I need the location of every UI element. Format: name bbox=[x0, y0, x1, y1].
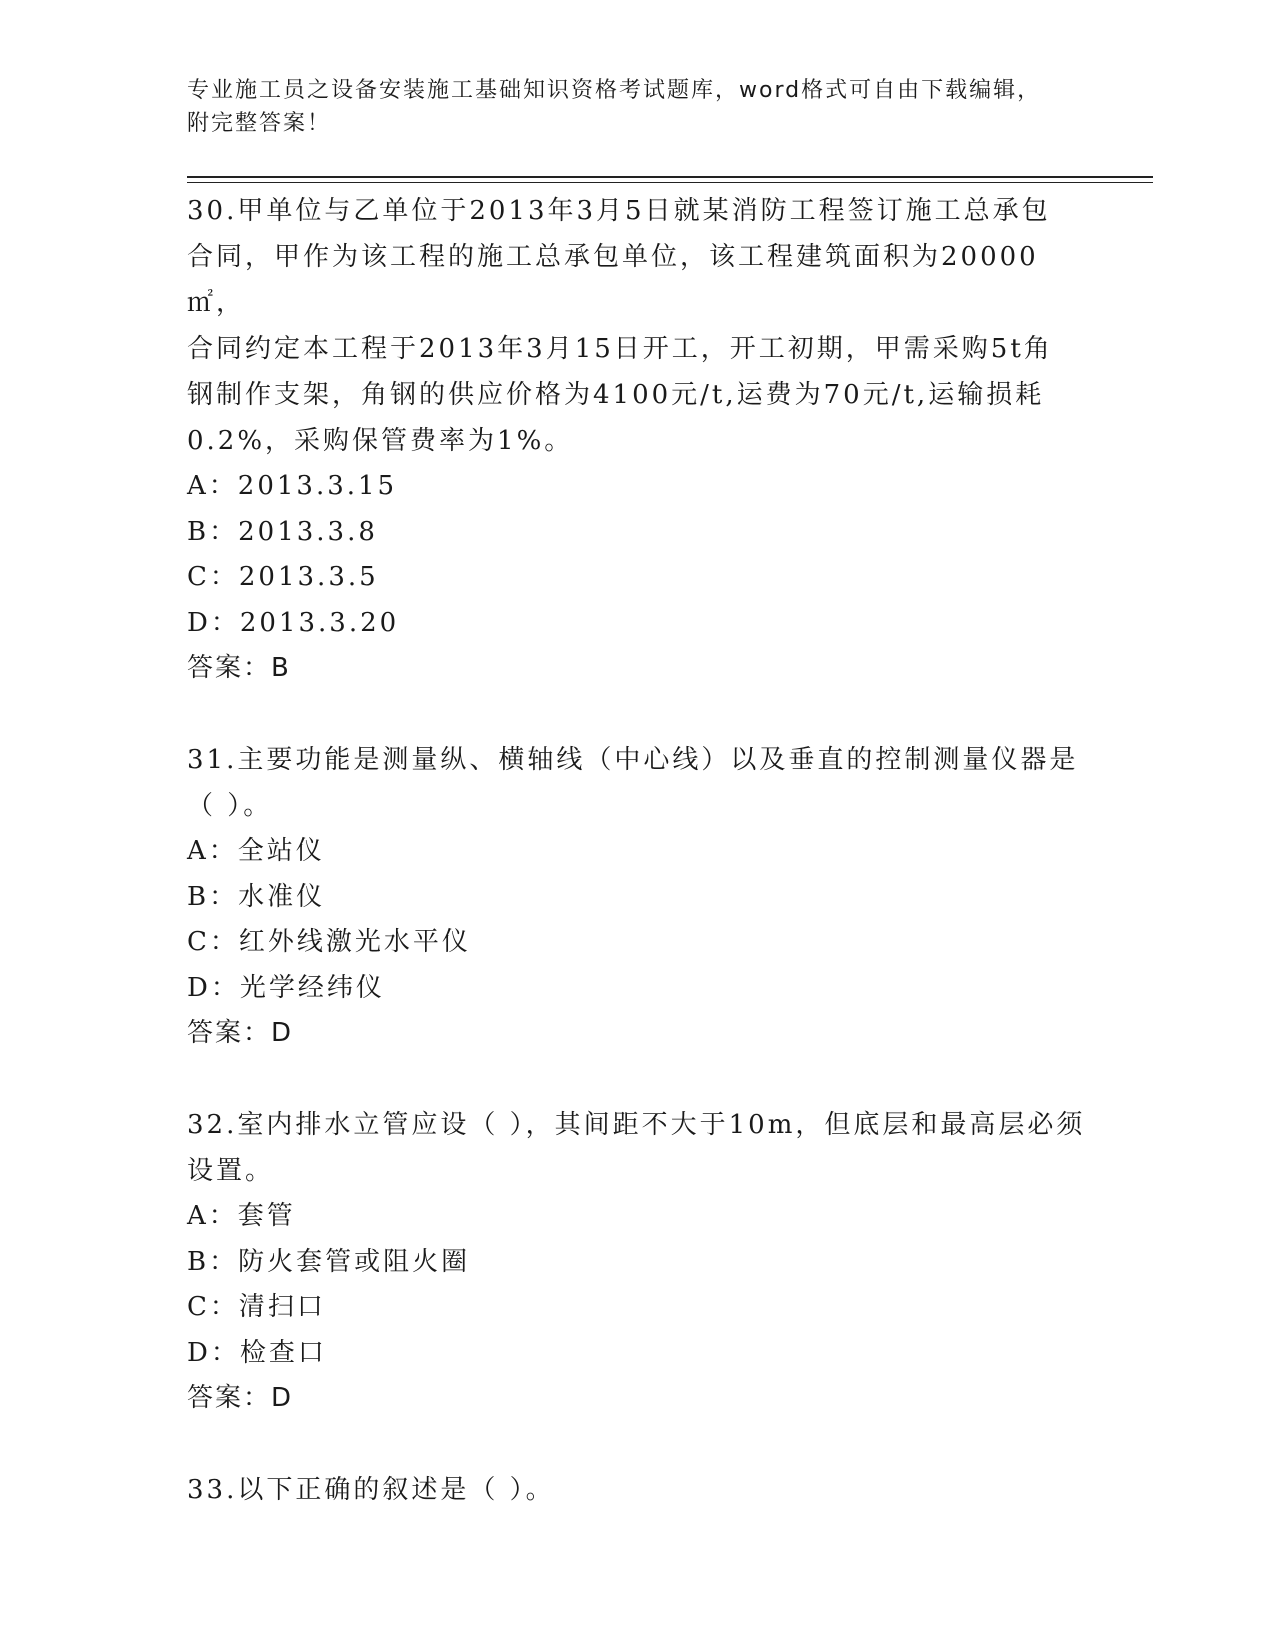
question-line: （ ）。 bbox=[187, 791, 273, 821]
option-c: C：红外线激光水平仪 bbox=[187, 927, 471, 957]
answer-line: 答案：D bbox=[187, 1383, 294, 1413]
question-31 bbox=[187, 737, 1087, 1056]
question-text bbox=[187, 188, 1087, 464]
option-a: A：2013.3.15 bbox=[187, 471, 398, 501]
question-line: 31.主要功能是测量纵、横轴线（中心线）以及垂直的控制测量仪器是 bbox=[187, 745, 1079, 775]
question-30 bbox=[187, 188, 1087, 691]
question-line: 合同约定本工程于2013年3月15日开工，开工初期，甲需采购5t角 bbox=[187, 334, 1053, 364]
question-line: 0.2%，采购保管费率为1%。 bbox=[187, 426, 574, 456]
question-32 bbox=[187, 1102, 1087, 1421]
option-d: D：检查口 bbox=[187, 1337, 327, 1368]
header-divider-thin bbox=[187, 182, 1153, 183]
answer-line: 答案：D bbox=[187, 1018, 294, 1048]
question-list bbox=[187, 188, 1087, 1559]
question-text bbox=[187, 1102, 1087, 1194]
question-line: 33.以下正确的叙述是（ ）。 bbox=[187, 1475, 555, 1505]
header-line-1: 专业施工员之设备安装施工基础知识资格考试题库，word格式可自由下载编辑， bbox=[187, 78, 1042, 103]
question-line: 钢制作支架，角钢的供应价格为4100元/t,运费为70元/t,运输损耗 bbox=[187, 380, 1045, 410]
question-line: 30.甲单位与乙单位于2013年3月5日就某消防工程签订施工总承包 bbox=[187, 196, 1051, 226]
option-c: C：清扫口 bbox=[187, 1292, 326, 1322]
option-a: A：全站仪 bbox=[187, 836, 325, 866]
question-text bbox=[187, 1467, 1087, 1513]
option-b: B：防火套管或阻火圈 bbox=[187, 1246, 471, 1277]
question-33 bbox=[187, 1467, 1087, 1513]
answer-line: 答案：B bbox=[187, 653, 291, 683]
option-c: C：2013.3.5 bbox=[187, 562, 379, 592]
document-header bbox=[187, 74, 1087, 140]
header-line-2: 附完整答案！ bbox=[187, 111, 332, 136]
option-b: B：2013.3.8 bbox=[187, 516, 378, 547]
option-d: D：光学经纬仪 bbox=[187, 972, 385, 1003]
question-line: 32.室内排水立管应设（ ），其间距不大于10m，但底层和最高层必须 bbox=[187, 1110, 1086, 1140]
option-a: A：套管 bbox=[187, 1201, 296, 1231]
option-b: B：水准仪 bbox=[187, 881, 326, 912]
question-line: 设置。 bbox=[187, 1156, 275, 1186]
header-divider-thick bbox=[187, 176, 1153, 178]
question-line: 合同，甲作为该工程的施工总承包单位，该工程建筑面积为20000㎡， bbox=[187, 242, 1039, 318]
question-text bbox=[187, 737, 1087, 829]
option-d: D：2013.3.20 bbox=[187, 607, 400, 638]
